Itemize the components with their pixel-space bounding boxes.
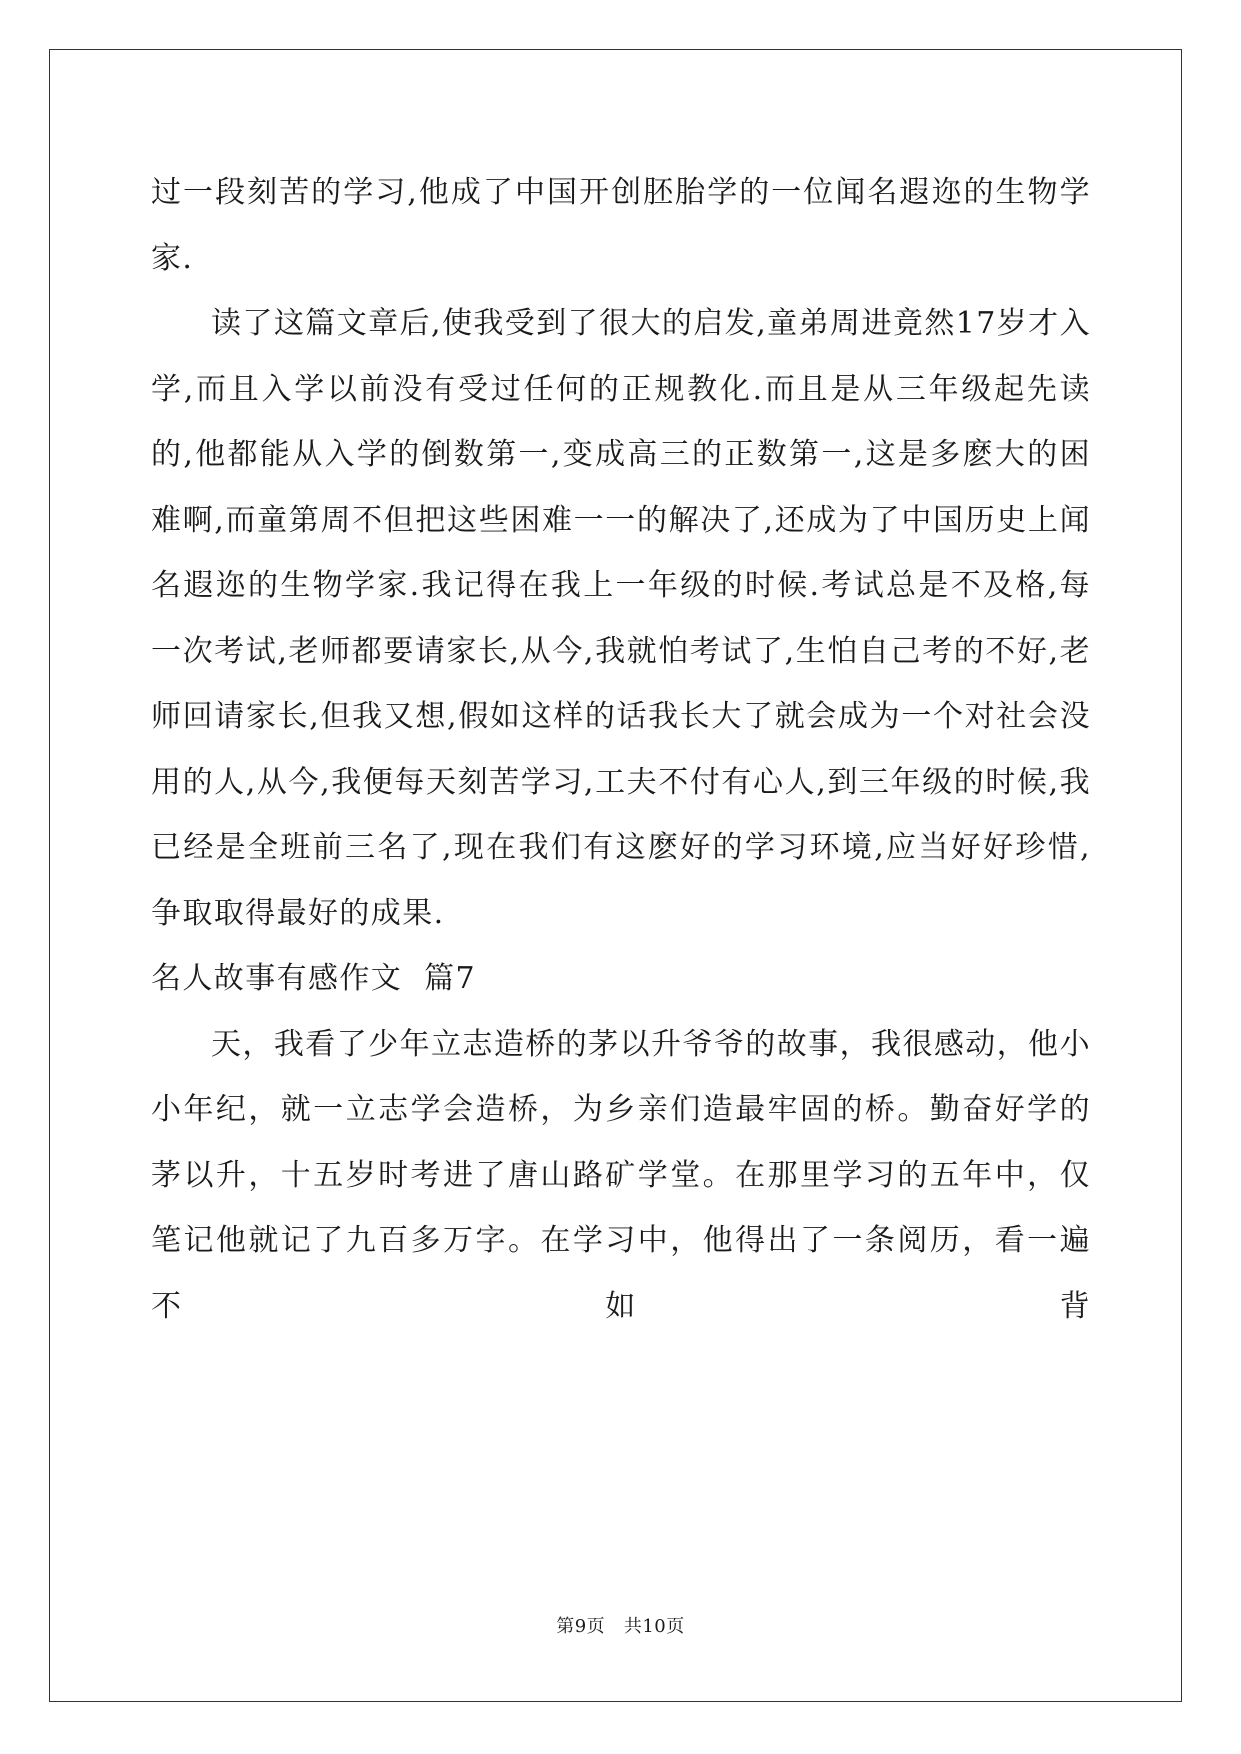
section-heading: 名人故事有感作文 篇7 [151, 961, 476, 996]
document-body [151, 160, 1091, 1339]
paragraph: 过一段刻苦的学习,他成了中国开创胚胎学的一位闻名遐迩的生物学家. [151, 175, 1091, 276]
page-footer [0, 1612, 1241, 1638]
page-number: 第9页 共10页 [556, 1616, 685, 1637]
paragraph: 读了这篇文章后,使我受到了很大的启发,童弟周进竟然17岁才入学,而且入学以前没有受过任何的正规教化.而且是从三年级起先读的,他都能从入学的倒数第一,变成高三的正数第一,这是多麽大的困难啊,而童第周不但把这些困难一一的解决了,还成为了中国历史上闻名遐迩的生物学家.我记得在我上一年级的时候.考试总是不及格,每一次考试,老师都要请家长,从今,我就怕考试了,生怕自己考的不好,老师回请家长,但我又想,假如这样的话我长大了就会成为一个对社会没用的人,从今,我便每天刻苦学习,工夫不付有心人,到三年级的时候,我已经是全班前三名了,现在我们有这麽好的学习环境,应当好好珍惜,争取取得最好的成果. [151, 306, 1091, 931]
paragraph: 天，我看了少年立志造桥的茅以升爷爷的故事，我很感动，他小小年纪，就一立志学会造桥，为乡亲们造最牢固的桥。勤奋好学的茅以升，十五岁时考进了唐山路矿学堂。在那里学习的五年中，仅笔记他就记了九百多万字。在学习中，他得出了一条阅历，看一遍不如背 [151, 1026, 1091, 1324]
